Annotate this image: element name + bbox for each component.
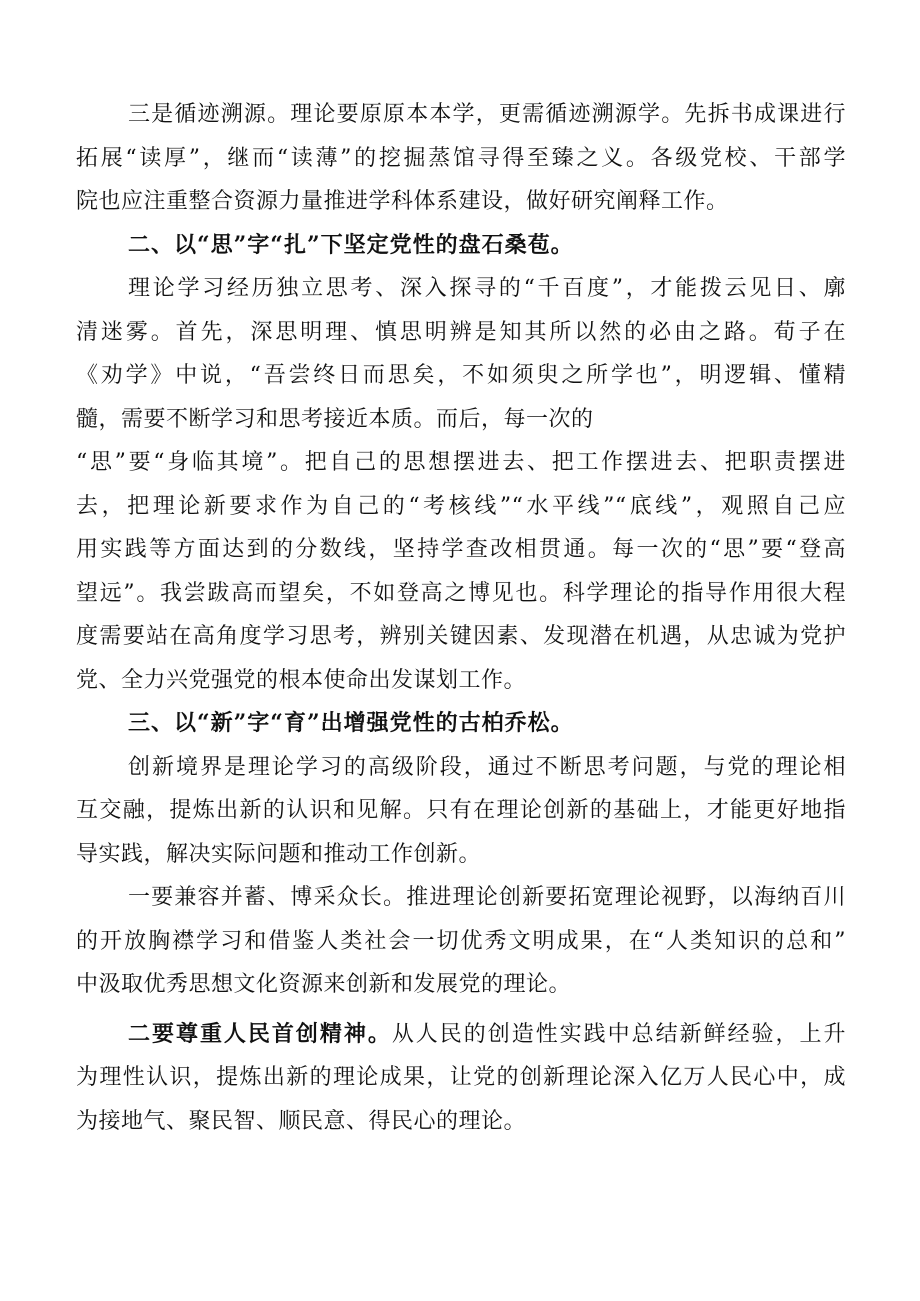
text-line-rest: 从人民的创造性实践中总结新鲜经验，上升 [391,1021,846,1047]
text-line: 度需要站在高角度学习思考，辨别关键因素、发现潜在机遇，从忠诚为党护 [76,624,846,649]
paragraph-innovation [76,746,846,877]
text-line [76,1013,846,1057]
text-line: 导实践，解决实际问题和推动工作创新。 [76,841,482,867]
section-heading-two: 二、以“思”字“扎”下坚定党性的盘石桑苞。 [128,231,574,258]
text-line: 一要兼容并蓄、博采众长。推进理论创新要拓宽理论视野，以海纳百川 [128,885,846,910]
paragraph-people-initiative [76,1013,846,1144]
paragraph-trace-source [76,93,846,224]
text-line: 拓展“读厚”，继而“读薄”的挖掘蒸馆寻得至臻之义。各级党校、干部学 [76,145,846,171]
text-line: 《劝学》中说，“吾尝终日而思矣，不如须臾之所学也”，明逻辑、懂精 [76,363,846,388]
section-heading-three: 三、以“新”字“育”出增强党性的古柏乔松。 [128,710,574,736]
text-line: 中汲取优秀思想文化资源来创新和发展党的理论。 [76,972,572,997]
document-page [76,93,846,1143]
text-line: 望远”。我尝跋高而望矣，不如登高之博见也。科学理论的指导作用很大程 [76,580,846,606]
text-line: 理论学习经历独立思考、深入探寻的“千百度”，才能拨云见日、廓 [128,276,846,301]
text-line: 的开放胸襟学习和借鉴人类社会一切优秀文明成果，在“人类知识的总和” [76,928,846,954]
text-line: 三是循迹溯源。理论要原原本本学，更需循迹溯源学。先拆书成课进行 [128,102,846,127]
text-line: 为理性认识，提炼出新的理论成果，让党的创新理论深入亿万人民心中，成 [76,1065,846,1090]
paragraph-inclusiveness [76,876,846,1007]
text-line: 为接地气、聚民智、顺民意、得民心的理论。 [76,1108,527,1134]
text-line: 用实践等方面达到的分数线，坚持学查改相贯通。每一次的“思”要“登高 [76,537,846,562]
text-line: 清迷雾。首先，深思明理、慎思明辨是知其所以然的必由之路。荀子在 [76,319,846,345]
text-line: 党、全力兴党强党的根本使命出发谋划工作。 [76,667,527,693]
text-line: 髓，需要不断学习和思考接近本质。而后，每一次的 [76,406,594,432]
text-line: “思”要“身临其境”。把自己的思想摆进去、把工作摆进去、把职责摆进 [76,450,846,475]
text-line: 院也应注重整合资源力量推进学科体系建设，做好研究阐释工作。 [76,189,729,214]
text-line: 去，把理论新要求作为自己的“考核线”“水平线”“底线”，观照自己应 [76,493,846,519]
paragraph-thinking [76,267,846,702]
text-line: 互交融，提炼出新的认识和见解。只有在理论创新的基础上，才能更好地指 [76,798,846,823]
text-line: 创新境界是理论学习的高级阶段，通过不断思考问题，与党的理论相 [128,754,846,780]
lead-phrase: 二要尊重人民首创精神。 [128,1020,392,1047]
